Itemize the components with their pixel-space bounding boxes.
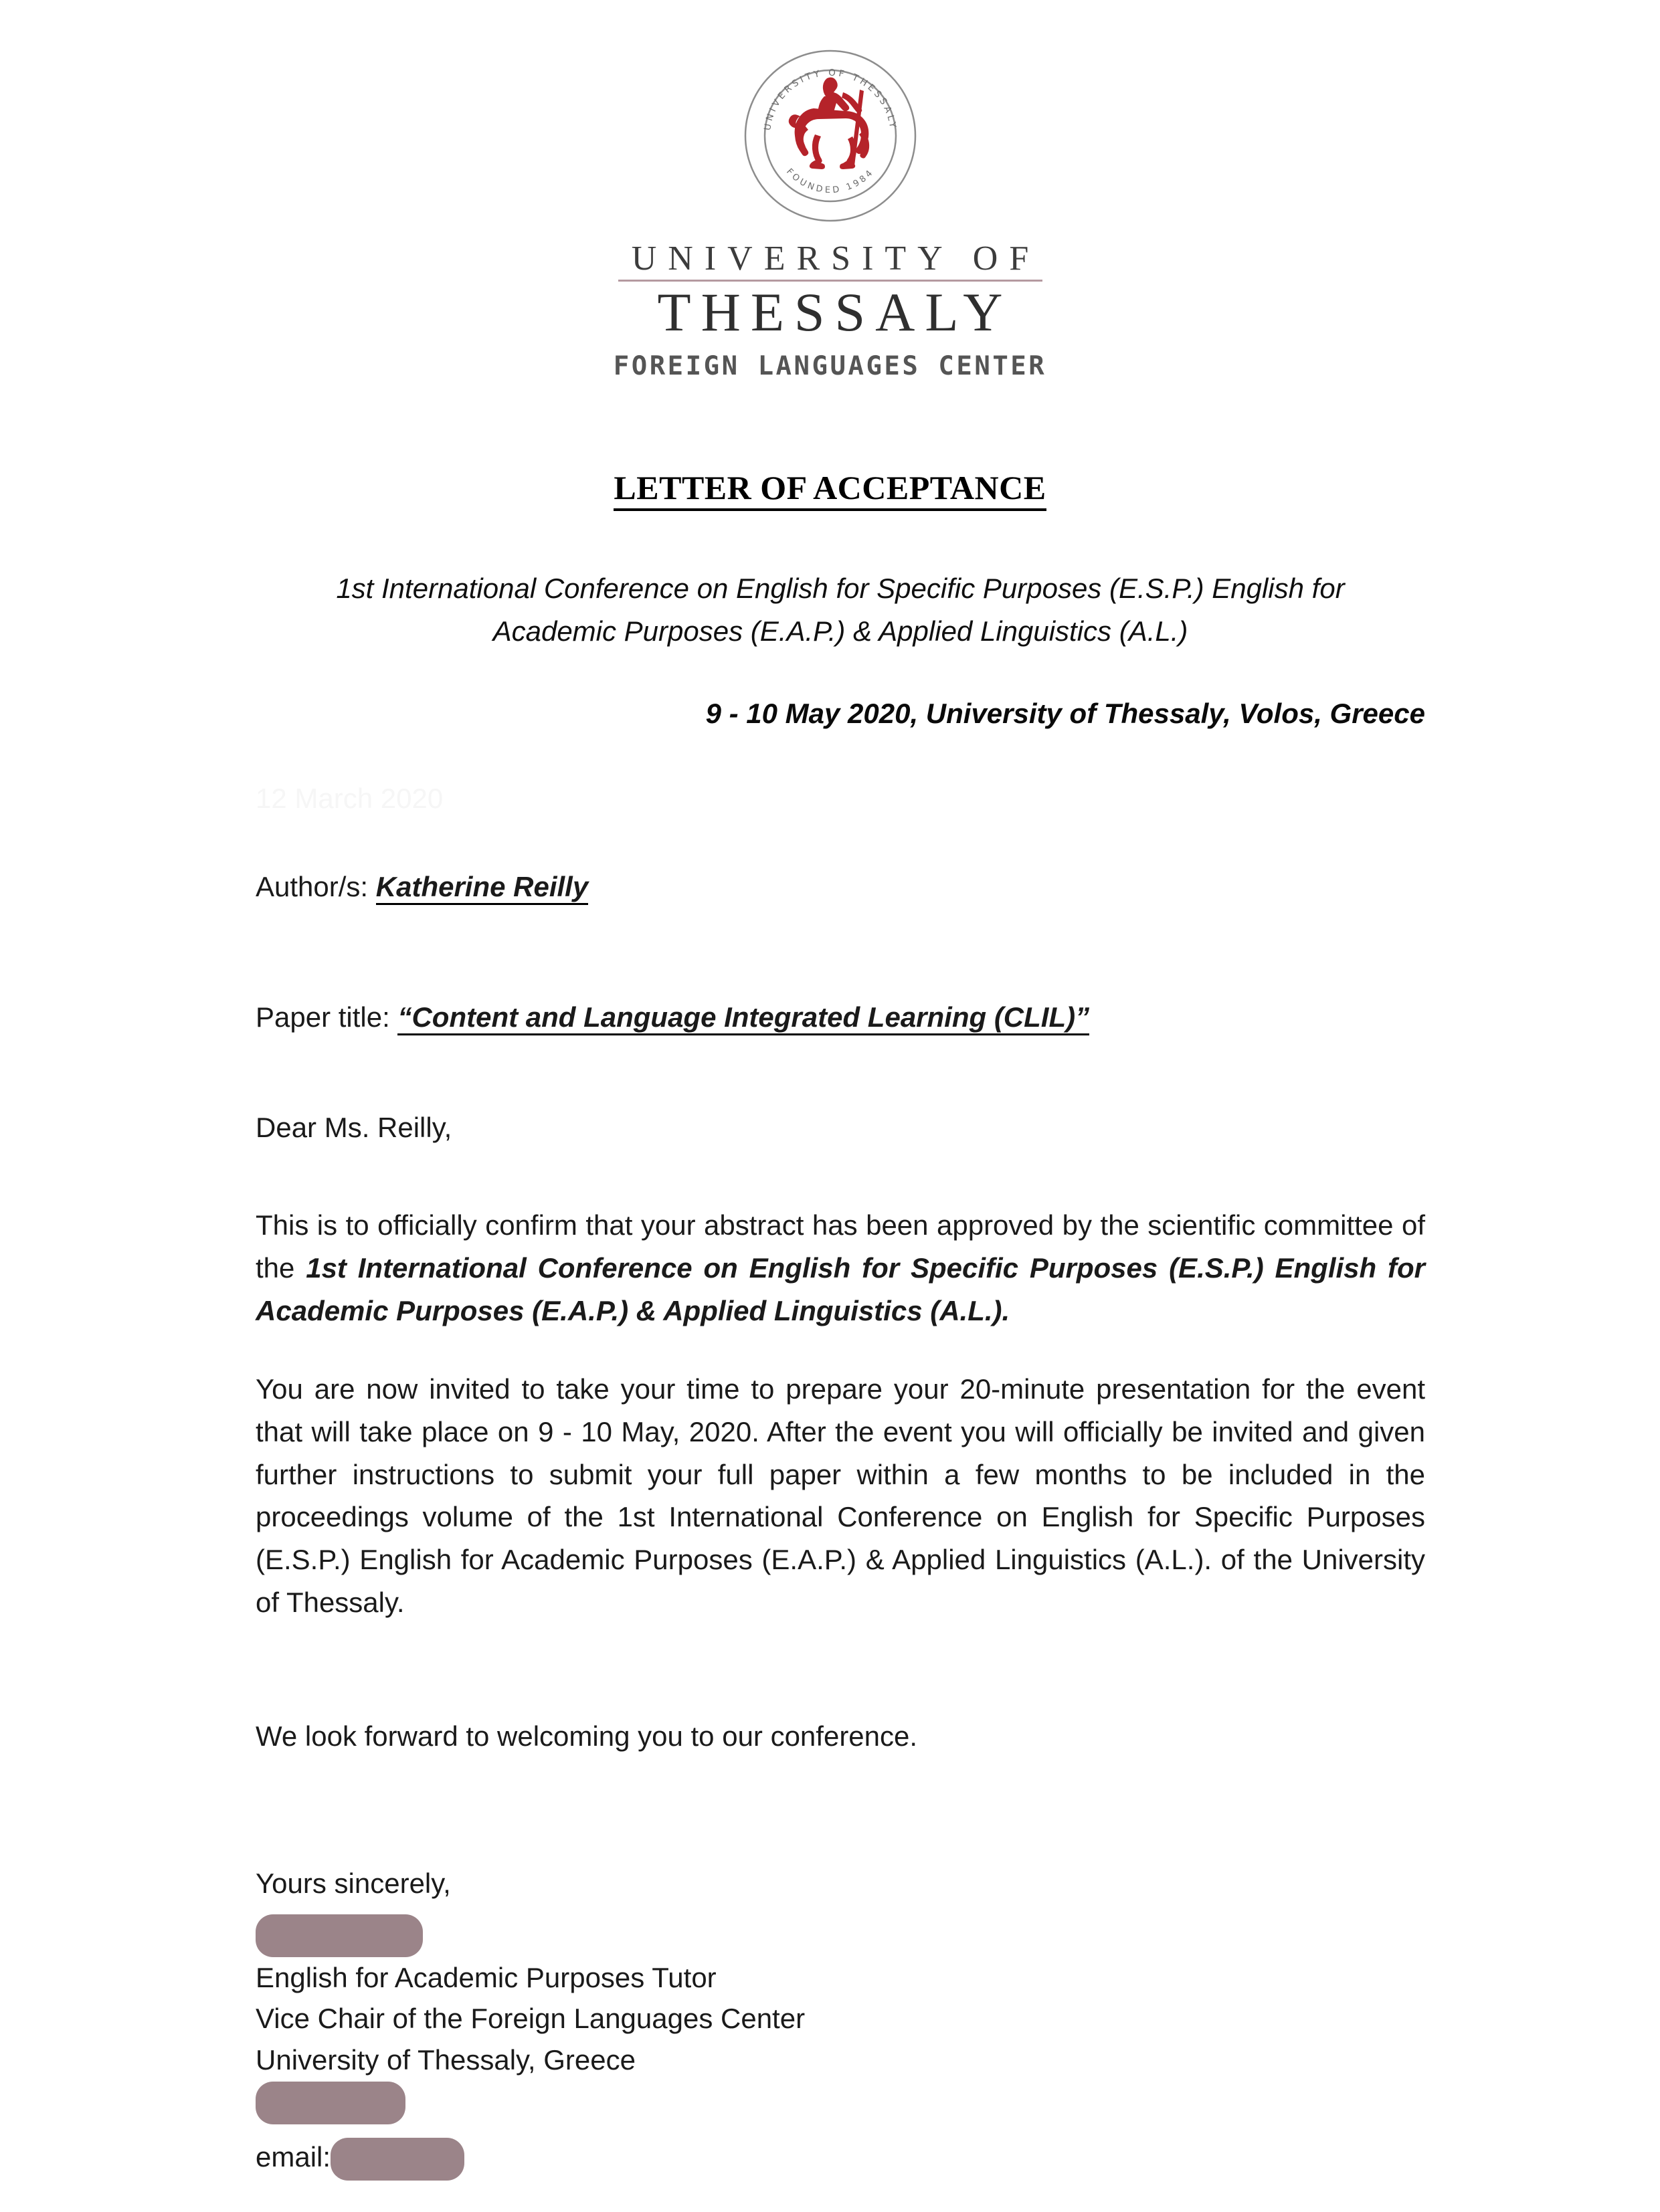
body-paragraph-2: You are now invited to take your time to prepare your 20-minute presentation for the event that will take place on 9 - 10 May, 2020. After the event you will officially be invited and given further instructions to submit your full paper within a few months to be included in the proceedings volume of the 1st International Conference on English for Specific Purposes (E.S.P.) English for Academic Purposes (E.A.P.) & Applied Linguistics (A.L.). of the University of Thessaly. [256, 1373, 1425, 1619]
paper-title-label: Paper title: [256, 1001, 390, 1033]
signature-block [256, 1913, 1058, 2124]
paragraph-1-conference-name: 1st International Conference on English for Specific Purposes (E.S.P.) English for Academic Purposes (E.A.P.) & Applied Linguistics (A.L.). [256, 1251, 1425, 1326]
university-name-line1: UNIVERSITY OF [631, 239, 1040, 278]
redacted-email-bar [331, 2138, 464, 2181]
body-paragraph-1 [256, 1204, 1425, 1332]
author-value: Katherine Reilly [376, 871, 588, 905]
university-seal-centaur-icon [741, 47, 919, 225]
svg-text:UNIVERSITY OF THESSALY: UNIVERSITY OF THESSALY [761, 67, 899, 132]
svg-text:FOUNDED 1984: FOUNDED 1984 [783, 167, 877, 196]
redacted-name-bar [256, 1914, 423, 1957]
university-name-line2: THESSALY [657, 281, 1013, 342]
conference-title [256, 567, 1425, 653]
conference-title-line2: Academic Purposes (E.A.P.) & Applied Linguistics (A.L.) [492, 615, 1188, 647]
paper-title-text: Content and Language Integrated Learning (CLIL) [411, 1001, 1076, 1033]
page-title-text: LETTER OF ACCEPTANCE [614, 469, 1046, 511]
signature-affiliation-line: University of Thessaly, Greece [256, 2043, 636, 2076]
letterhead [0, 47, 1660, 381]
author-field [256, 871, 588, 903]
paper-title-close-quote: ” [1075, 1001, 1090, 1033]
signature-title-line-1: English for Academic Purposes Tutor [256, 1961, 717, 1993]
signature-title-line-2: Vice Chair of the Foreign Languages Center [256, 2003, 806, 2035]
paper-title-field [256, 1001, 1089, 1033]
conference-title-line1: 1st International Conference on English for Specific Purposes (E.S.P.) English for [336, 573, 1345, 604]
closing-sign-off: Yours sincerely, [256, 1868, 451, 1899]
redacted-phone-bar [256, 2082, 405, 2124]
email-label: email: [256, 2141, 331, 2173]
signature-name-line [256, 1913, 1058, 1957]
paper-title-value [397, 1001, 1089, 1035]
paper-title-open-quote: “ [397, 1001, 412, 1033]
author-label: Author/s: [256, 871, 369, 902]
conference-date-location: 9 - 10 May 2020, University of Thessaly, Volos, Greece [705, 698, 1425, 729]
paragraph-1-text: This is to officially confirm that your abstract has been approved by the scientific committee of the [256, 1209, 1425, 1284]
page-title [0, 468, 1660, 507]
closing-welcome: We look forward to welcoming you to our conference. [256, 1720, 918, 1752]
signature-phone-line [256, 2080, 1058, 2124]
letter-date: 12 March 2020 [256, 783, 444, 814]
department-name: FOREIGN LANGUAGES CENTER [613, 351, 1047, 382]
signature-email-line [256, 2138, 464, 2181]
salutation: Dear Ms. Reilly, [256, 1112, 452, 1143]
